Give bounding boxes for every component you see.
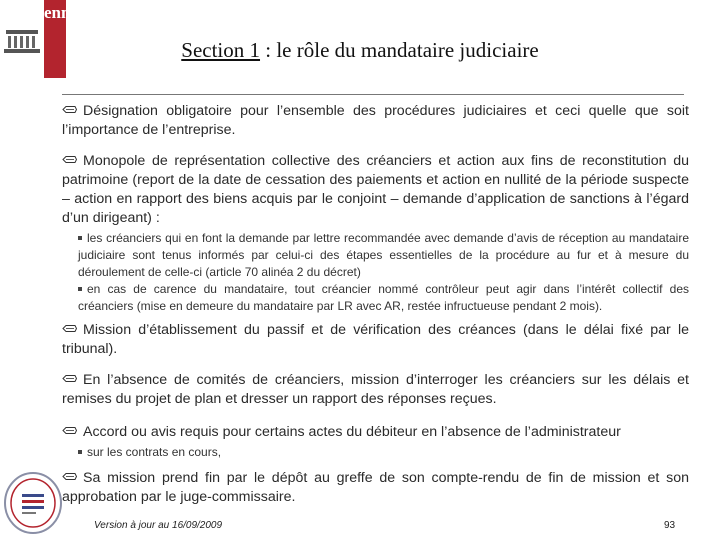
sub-item-text: sur les contrats en cours, (87, 445, 222, 459)
bullet-accord (62, 423, 689, 442)
republic-seal-icon (2, 470, 64, 536)
bullet-text: Sa mission prend fin par le dépôt au greffe de son compte-rendu de fin de mission et son approbation par le juge-commissaire. (62, 470, 689, 505)
pen-icon (62, 374, 77, 383)
page-number: 93 (664, 520, 676, 531)
title-divider (62, 94, 684, 95)
title-rest: : le rôle du mandataire judiciaire (260, 38, 539, 62)
title-section: Section 1 (181, 38, 261, 62)
pen-icon (62, 472, 77, 481)
bullet-text: Monopole de représentation collective des créanciers et action aux fins de reconstitution du patrimoine (report de la date de cessation des paiements et action en nullité de la période suspecte – action en rapport des biens acquis par le conjoint – demande d’application de sanctions à l’égard d’un dirigeant) : (62, 153, 689, 226)
bullet-fin-mission (62, 469, 689, 507)
bullet-comites (62, 371, 689, 409)
pen-icon (62, 155, 77, 164)
sub-item-text: les créanciers qui en font la demande par lettre recommandée avec demande d’avis de réception au mandataire judiciaire sont tenus informés par celui-ci des étapes essentielles de la procédure au fur et à mesure du déroulement de celle-ci (article 70 alinéa 2 du décret) (78, 231, 689, 279)
page-title (0, 38, 720, 63)
logo-letters: enm (44, 3, 76, 22)
square-bullet-icon (78, 450, 82, 454)
slide-content (62, 102, 689, 519)
pen-icon (62, 426, 77, 435)
sub-item-contrats (78, 444, 689, 461)
square-bullet-icon (78, 236, 82, 240)
bullet-passif (62, 321, 689, 359)
pen-icon (62, 324, 77, 333)
bullet-monopole (62, 152, 689, 228)
bullet-text: Désignation obligatoire pour l’ensemble des procédures judiciaires et ceci quelle que soit l’importance de l’entreprise. (62, 103, 689, 138)
pen-icon (62, 105, 77, 114)
sub-item-carence (78, 281, 689, 315)
bullet-text: Accord ou avis requis pour certains actes du débiteur en l’absence de l’administrateur (83, 424, 621, 440)
bullet-text: Mission d’établissement du passif et de vérification des créances (dans le délai fixé par le tribunal). (62, 322, 689, 357)
sub-item-text: en cas de carence du mandataire, tout créancier nommé contrôleur peut agir dans l’intérêt collectif des créanciers (mise en demeure du mandataire par LR avec AR, restée infructueuse pendant 2 mois). (78, 282, 689, 313)
footer-version: Version à jour au 16/09/2009 (94, 520, 223, 531)
sub-item-creanciers (78, 230, 689, 281)
bullet-designation (62, 102, 689, 140)
bullet-text: En l’absence de comités de créanciers, mission d’interroger les créanciers sur les délais et remises du projet de plan et dresser un rapport des réponses reçues. (62, 372, 689, 407)
square-bullet-icon (78, 287, 82, 291)
